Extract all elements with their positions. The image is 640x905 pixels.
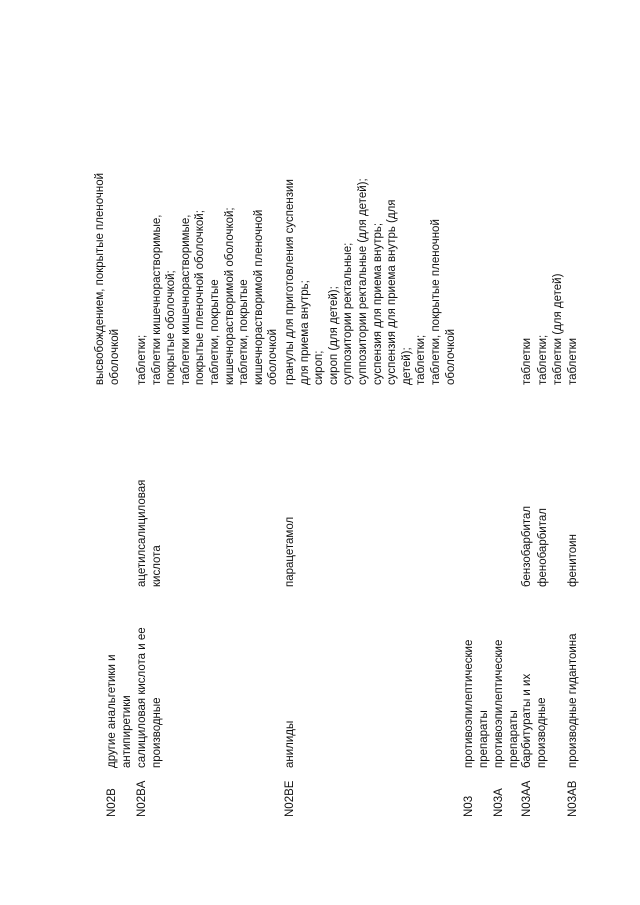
dosage-forms: [283, 85, 458, 385]
form-line: таблетки: [521, 337, 533, 385]
form-line: таблетки: [567, 337, 579, 385]
atc-group: производные гидантоина: [567, 633, 579, 768]
form-line: таблетки;: [537, 334, 549, 385]
form-line: оболочкой: [267, 328, 280, 385]
drug-name: бензобарбитал: [521, 505, 533, 587]
form-line: гранулы для приготовления суспензии: [284, 179, 296, 385]
atc-group: другие анальгетики и антипиретики: [106, 654, 133, 768]
atc-code: N03AA: [521, 780, 533, 817]
drug-name: ацетилсалициловая кислота: [136, 479, 163, 587]
form-line: высвобождением, покрытые пленочной: [94, 172, 106, 385]
form-line: суппозитории ректальные (для детей);: [356, 178, 369, 385]
atc-group: противоэпилептические препараты: [463, 639, 490, 768]
atc-code: N02B: [106, 788, 118, 817]
form-line: таблетки кишечнорастворимые,: [150, 214, 163, 385]
dosage-forms: [135, 85, 281, 385]
continuation-forms: [93, 85, 122, 385]
form-line: покрытые пленочной оболочкой;: [194, 210, 207, 385]
form-line: таблетки, покрытые пленочной: [429, 219, 442, 385]
form-line: для приема внутрь;: [298, 280, 311, 385]
form-line: суппозитории ректальные;: [342, 242, 355, 385]
dosage-forms: [520, 85, 535, 385]
form-line: таблетки, покрытые: [208, 279, 221, 385]
atc-group: анилиды: [284, 720, 296, 768]
form-line: кишечнорастворимой оболочкой;: [223, 207, 236, 385]
form-line: суспензия для приема внутрь;: [371, 222, 384, 385]
atc-code: N03A: [493, 788, 505, 817]
drug-name: фенитоин: [567, 534, 579, 587]
form-line: сироп;: [313, 350, 326, 385]
form-line: оболочкой: [444, 328, 457, 385]
drug-name: парацетамол: [284, 516, 296, 587]
form-line: таблетки кишечнорастворимые,: [179, 214, 192, 385]
dosage-forms: [566, 85, 581, 385]
form-line: детей);: [400, 347, 413, 385]
atc-code: N03AB: [567, 780, 579, 817]
atc-group: противоэпилептические препараты: [493, 639, 520, 768]
atc-code: N03: [463, 795, 475, 817]
form-line: таблетки;: [415, 334, 428, 385]
form-line: покрытые оболочкой;: [165, 270, 178, 385]
dosage-forms: [536, 85, 565, 385]
atc-code: N02BA: [136, 780, 148, 817]
atc-code: N02BE: [284, 780, 296, 817]
atc-group: салициловая кислота и ее производные: [136, 627, 163, 768]
form-line: таблетки (для детей): [551, 273, 564, 385]
atc-group: барбитураты и их производные: [521, 673, 548, 768]
form-line: таблетки, покрытые: [238, 279, 251, 385]
drug-name: фенобарбитал: [537, 508, 549, 587]
form-line: сироп (для детей);: [327, 286, 340, 385]
form-line: суспензия для приема внутрь (для: [386, 199, 399, 385]
form-line: таблетки;: [136, 334, 148, 385]
form-line: оболочкой: [108, 328, 121, 385]
form-line: кишечнорастворимой пленочной: [252, 209, 265, 385]
